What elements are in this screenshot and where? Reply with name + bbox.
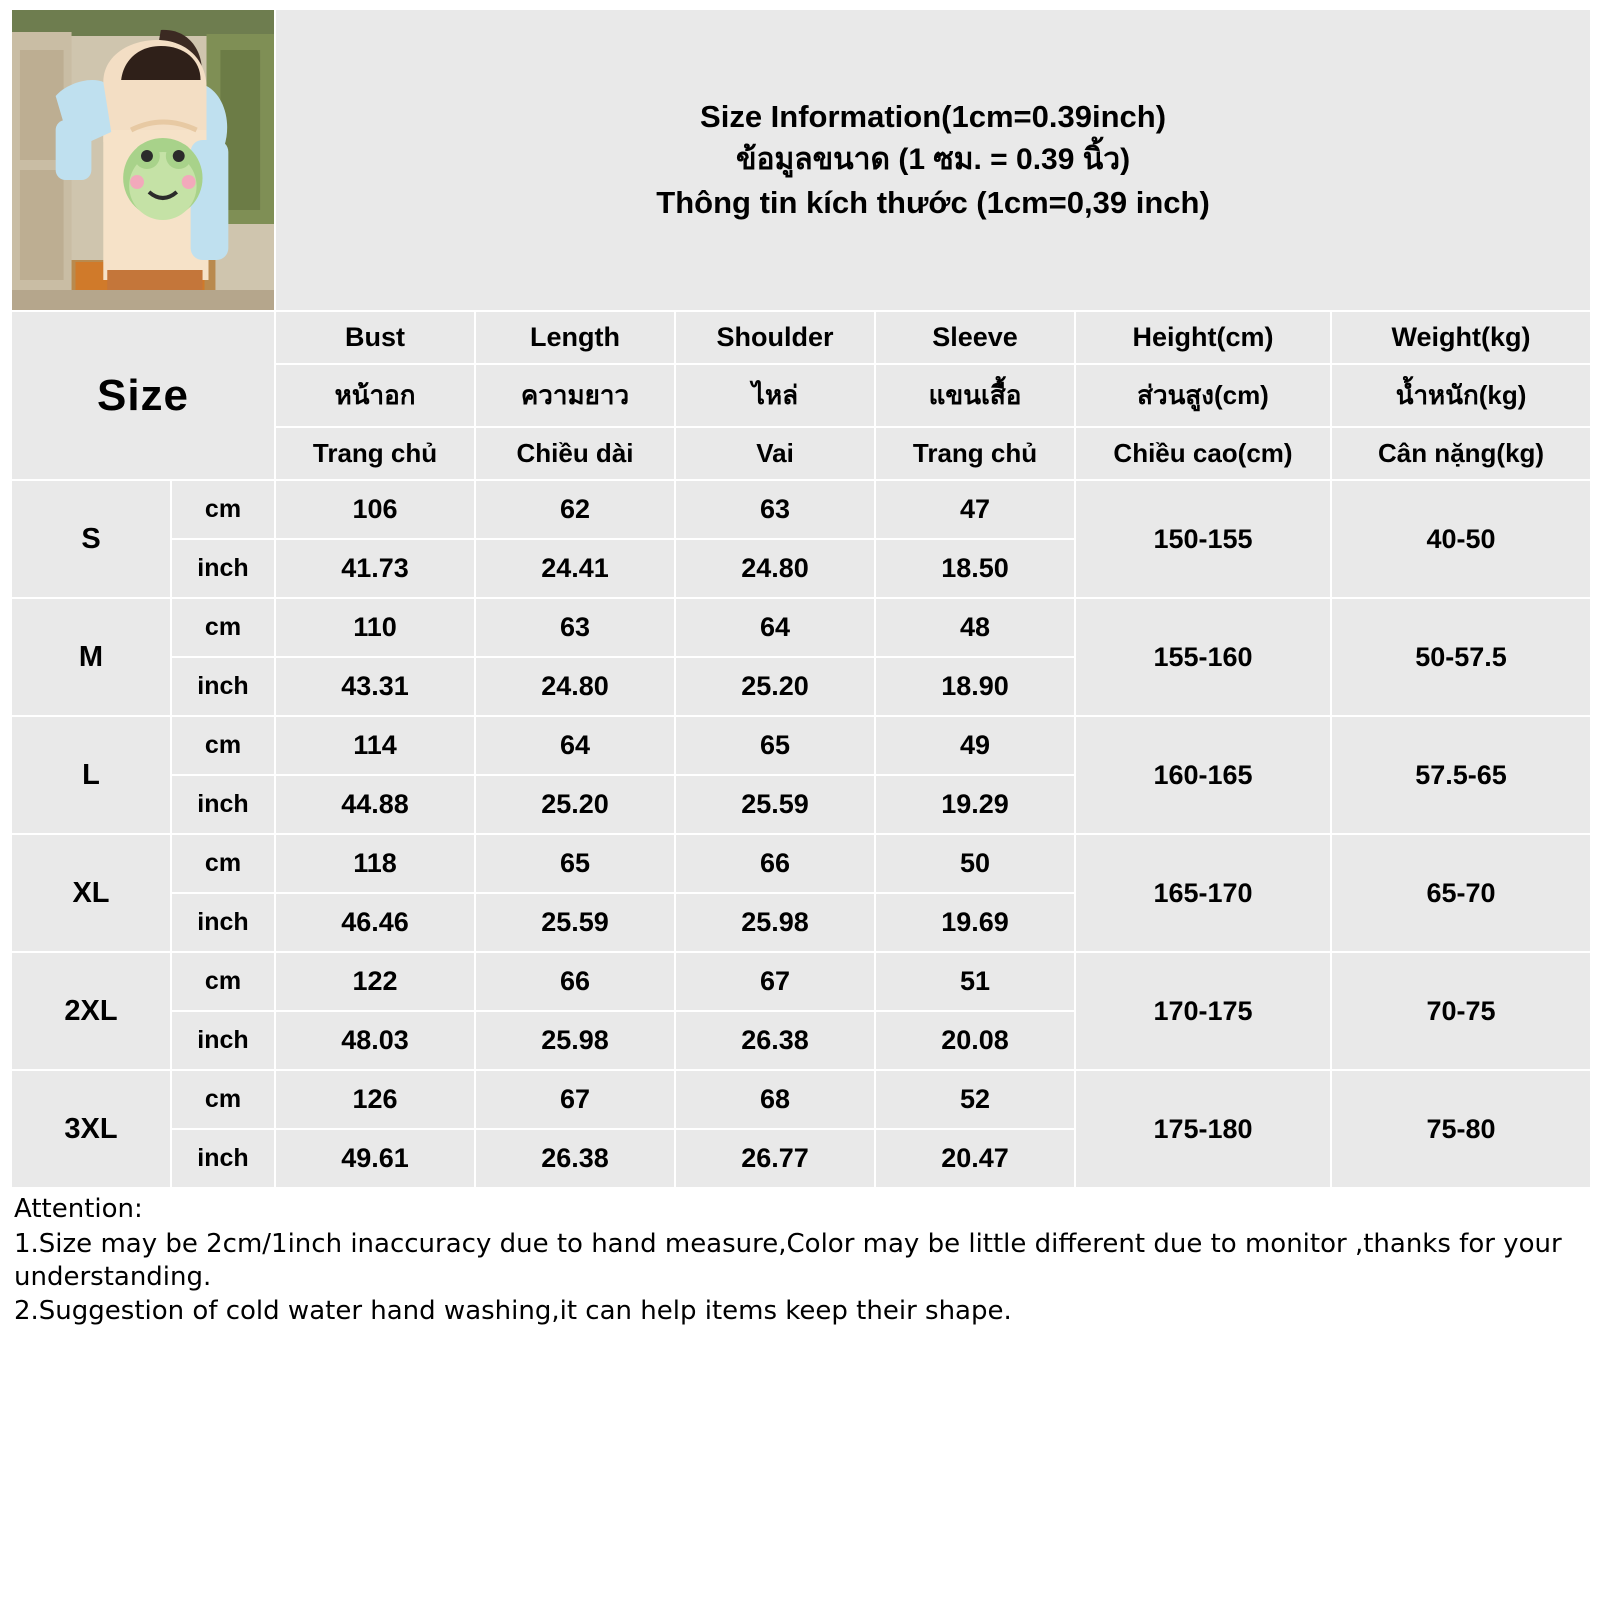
col-header-bust-th: หน้าอก [275,364,475,427]
cell-bust-inch: 43.31 [275,657,475,716]
unit-inch: inch [171,1011,275,1070]
row-size-xl: XL [11,834,171,952]
col-header-shoulder-th: ไหล่ [675,364,875,427]
cell-height-range: 175-180 [1075,1070,1331,1188]
cell-length-cm: 63 [475,598,675,657]
attention-line-1: 1.Size may be 2cm/1inch inaccuracy due to hand measure,Color may be little different due to monitor ,thanks for your understanding. [14,1228,1562,1292]
attention-heading: Attention: [14,1194,143,1224]
cell-bust-cm: 126 [275,1070,475,1129]
cell-bust-inch: 48.03 [275,1011,475,1070]
cell-height-range: 150-155 [1075,480,1331,598]
col-header-shoulder-en: Shoulder [675,311,875,364]
cell-length-inch: 26.38 [475,1129,675,1188]
cell-weight-range: 40-50 [1331,480,1591,598]
title-th: ข้อมูลขนาด (1 ซม. = 0.39 นิ้ว) [735,142,1131,176]
cell-sleeve-inch: 18.50 [875,539,1075,598]
cell-shoulder-inch: 26.77 [675,1129,875,1188]
table-row [11,598,1591,657]
cell-shoulder-cm: 67 [675,952,875,1011]
cell-shoulder-inch: 25.59 [675,775,875,834]
cell-shoulder-inch: 25.20 [675,657,875,716]
cell-height-range: 165-170 [1075,834,1331,952]
cell-bust-inch: 46.46 [275,893,475,952]
cell-shoulder-inch: 24.80 [675,539,875,598]
col-header-height-th: ส่วนสูง(cm) [1075,364,1331,427]
col-header-bust-vi: Trang chủ [275,427,475,480]
cell-sleeve-cm: 52 [875,1070,1075,1129]
cell-sleeve-cm: 47 [875,480,1075,539]
cell-weight-range: 70-75 [1331,952,1591,1070]
cell-shoulder-inch: 25.98 [675,893,875,952]
cell-sleeve-cm: 50 [875,834,1075,893]
col-header-length-en: Length [475,311,675,364]
col-header-sleeve-vi: Trang chủ [875,427,1075,480]
cell-shoulder-cm: 63 [675,480,875,539]
col-header-shoulder-vi: Vai [675,427,875,480]
cell-height-range: 155-160 [1075,598,1331,716]
product-photo-cell [11,9,275,311]
table-row [11,480,1591,539]
unit-inch: inch [171,1129,275,1188]
cell-shoulder-cm: 65 [675,716,875,775]
attention-block [10,1191,1590,1328]
header-row [11,9,1591,311]
cell-weight-range: 75-80 [1331,1070,1591,1188]
row-size-m: M [11,598,171,716]
unit-cm: cm [171,480,275,539]
unit-cm: cm [171,716,275,775]
cell-length-cm: 66 [475,952,675,1011]
table-row [11,952,1591,1011]
cell-sleeve-inch: 19.29 [875,775,1075,834]
cell-shoulder-inch: 26.38 [675,1011,875,1070]
cell-shoulder-cm: 68 [675,1070,875,1129]
unit-inch: inch [171,775,275,834]
col-header-height-vi: Chiều cao(cm) [1075,427,1331,480]
cell-sleeve-cm: 51 [875,952,1075,1011]
cell-height-range: 170-175 [1075,952,1331,1070]
unit-inch: inch [171,657,275,716]
table-row [11,834,1591,893]
cell-sleeve-inch: 18.90 [875,657,1075,716]
column-header-row-en [11,311,1591,364]
col-header-sleeve-en: Sleeve [875,311,1075,364]
cell-bust-cm: 114 [275,716,475,775]
col-header-weight-vi: Cân nặng(kg) [1331,427,1591,480]
title-en: Size Information(1cm=0.39inch) [700,98,1167,134]
unit-cm: cm [171,1070,275,1129]
row-size-2xl: 2XL [11,952,171,1070]
cell-length-cm: 67 [475,1070,675,1129]
unit-inch: inch [171,539,275,598]
cell-length-cm: 65 [475,834,675,893]
cell-height-range: 160-165 [1075,716,1331,834]
cell-length-inch: 25.59 [475,893,675,952]
unit-inch: inch [171,893,275,952]
cell-bust-cm: 122 [275,952,475,1011]
cell-sleeve-inch: 20.47 [875,1129,1075,1188]
cell-sleeve-cm: 49 [875,716,1075,775]
cell-bust-inch: 49.61 [275,1129,475,1188]
cell-shoulder-cm: 66 [675,834,875,893]
title-cell [275,9,1591,311]
unit-cm: cm [171,834,275,893]
unit-cm: cm [171,952,275,1011]
cell-weight-range: 65-70 [1331,834,1591,952]
unit-cm: cm [171,598,275,657]
row-size-3xl: 3XL [11,1070,171,1188]
table-row [11,716,1591,775]
size-chart-table [10,8,1592,1189]
row-size-s: S [11,480,171,598]
col-header-length-th: ความยาว [475,364,675,427]
cell-bust-cm: 118 [275,834,475,893]
cell-bust-inch: 41.73 [275,539,475,598]
cell-sleeve-inch: 19.69 [875,893,1075,952]
cell-sleeve-inch: 20.08 [875,1011,1075,1070]
cell-shoulder-cm: 64 [675,598,875,657]
cell-length-inch: 25.20 [475,775,675,834]
product-photo [12,10,274,310]
col-header-weight-en: Weight(kg) [1331,311,1591,364]
size-header: Size [11,311,275,480]
cell-length-inch: 24.80 [475,657,675,716]
cell-length-cm: 62 [475,480,675,539]
cell-length-cm: 64 [475,716,675,775]
cell-sleeve-cm: 48 [875,598,1075,657]
table-row [11,1070,1591,1129]
cell-weight-range: 57.5-65 [1331,716,1591,834]
col-header-bust-en: Bust [275,311,475,364]
cell-bust-cm: 106 [275,480,475,539]
row-size-l: L [11,716,171,834]
cell-bust-cm: 110 [275,598,475,657]
cell-length-inch: 25.98 [475,1011,675,1070]
cell-bust-inch: 44.88 [275,775,475,834]
attention-line-2: 2.Suggestion of cold water hand washing,it can help items keep their shape. [14,1296,1012,1327]
col-header-weight-th: น้ำหนัก(kg) [1331,364,1591,427]
cell-weight-range: 50-57.5 [1331,598,1591,716]
title-vi: Thông tin kích thước (1cm=0,39 inch) [656,185,1210,221]
cell-length-inch: 24.41 [475,539,675,598]
col-header-height-en: Height(cm) [1075,311,1331,364]
col-header-sleeve-th: แขนเสื้อ [875,364,1075,427]
col-header-length-vi: Chiều dài [475,427,675,480]
